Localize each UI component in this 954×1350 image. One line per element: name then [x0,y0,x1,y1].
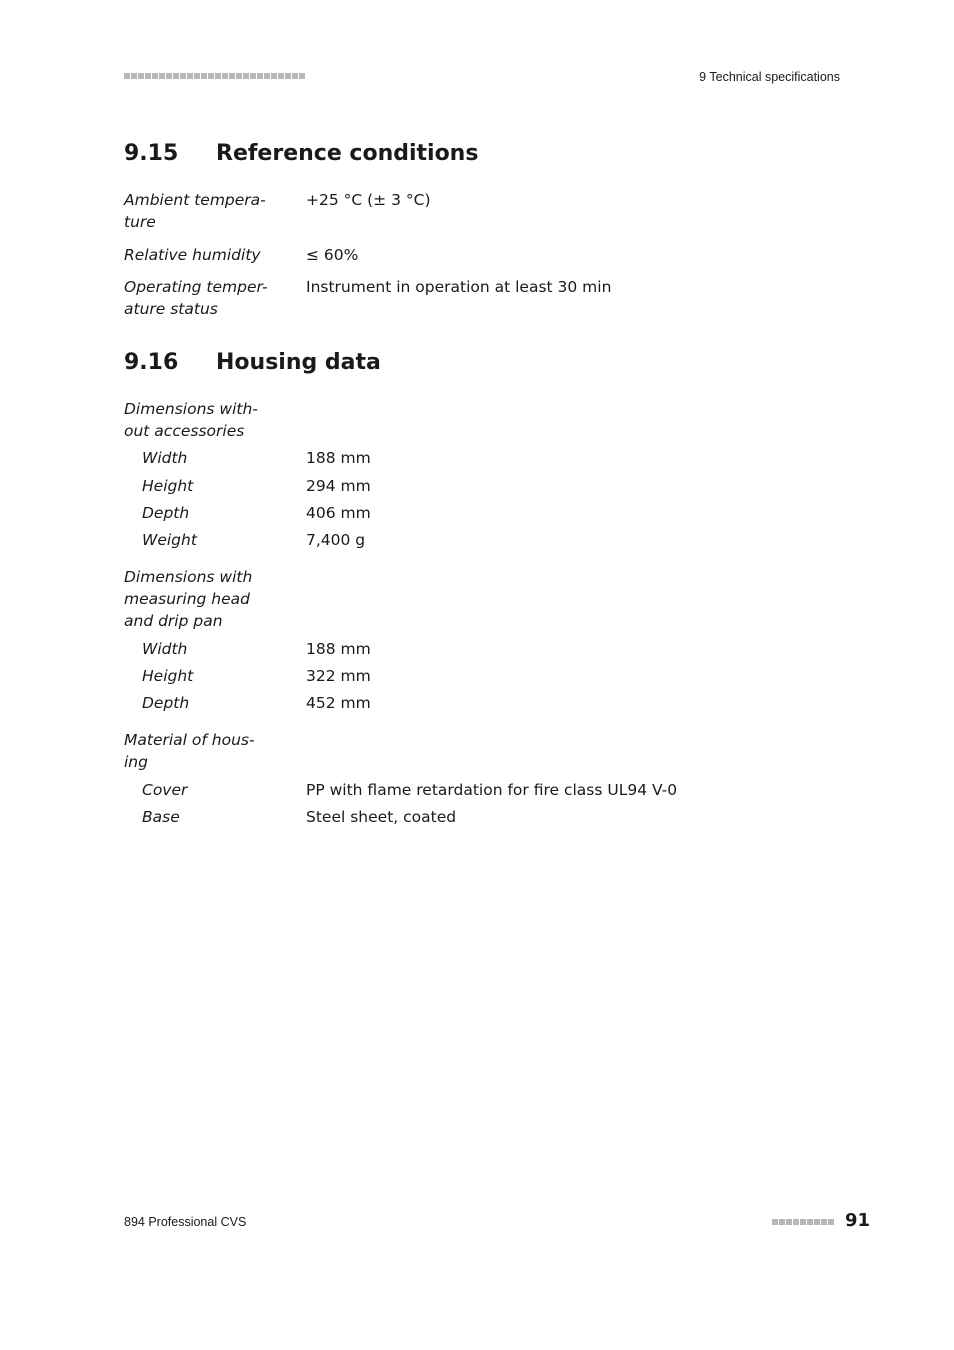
spec-value-height: 322 mm [306,667,371,685]
footer-product-name: 894 Professional CVS [124,1215,247,1229]
spec-value-width: 188 mm [306,640,371,658]
header-decoration [124,73,305,79]
spec-value-weight: 7,400 g [306,531,366,549]
spec-label-line: ing [124,753,148,771]
spec-label-depth: Depth [142,504,190,522]
spec-label-height: Height [142,477,194,495]
spec-label-weight: Weight [142,531,197,549]
spec-value-width: 188 mm [306,449,371,467]
spec-label-ambient-temperature [124,189,274,233]
spec-label-cover: Cover [142,781,188,799]
spec-label-line: ature status [124,300,218,318]
spec-label-line: Operating temper- [124,278,268,296]
spec-label-line: Ambient tempera- [124,191,266,209]
section-title: Reference conditions [216,141,479,166]
spec-label-width: Width [142,449,188,467]
section-title: Housing data [216,350,381,375]
spec-value-cover: PP with flame retardation for fire class UL94 V-0 [306,781,678,799]
section-number: 9.15 [124,141,179,166]
spec-value-base: Steel sheet, coated [306,808,457,826]
spec-label-operating-temperature-status [124,276,274,320]
spec-value-height: 294 mm [306,477,371,495]
spec-value-ambient-temperature: +25 °C (± 3 °C) [306,191,431,209]
spec-label-line: Relative humidity [124,246,261,264]
spec-label-relative-humidity [124,244,274,266]
section-number: 9.16 [124,350,179,375]
spec-group-dimensions-with-measuring-head [124,566,274,632]
spec-label-line: Dimensions with [124,568,253,586]
spec-label-line: ture [124,213,156,231]
spec-value-relative-humidity: ≤ 60% [306,246,359,264]
spec-group-dimensions-without-accessories [124,398,274,442]
spec-label-line: out accessories [124,422,245,440]
section-heading-housing-data [124,350,381,375]
footer-decoration [772,1219,834,1225]
spec-value-depth: 452 mm [306,694,371,712]
spec-label-line: Dimensions with- [124,400,258,418]
spec-value-operating-temperature-status: Instrument in operation at least 30 min [306,278,612,296]
spec-label-line: measuring head [124,590,250,608]
running-header-chapter: 9 Technical specifications [699,70,840,84]
spec-group-material-of-housing [124,729,274,773]
spec-label-line: and drip pan [124,612,223,630]
spec-label-height: Height [142,667,194,685]
spec-label-depth: Depth [142,694,190,712]
section-heading-reference-conditions [124,141,478,166]
page-number: 91 [845,1210,871,1231]
spec-value-depth: 406 mm [306,504,371,522]
spec-label-line: Material of hous- [124,731,255,749]
spec-label-width: Width [142,640,188,658]
spec-label-base: Base [142,808,180,826]
